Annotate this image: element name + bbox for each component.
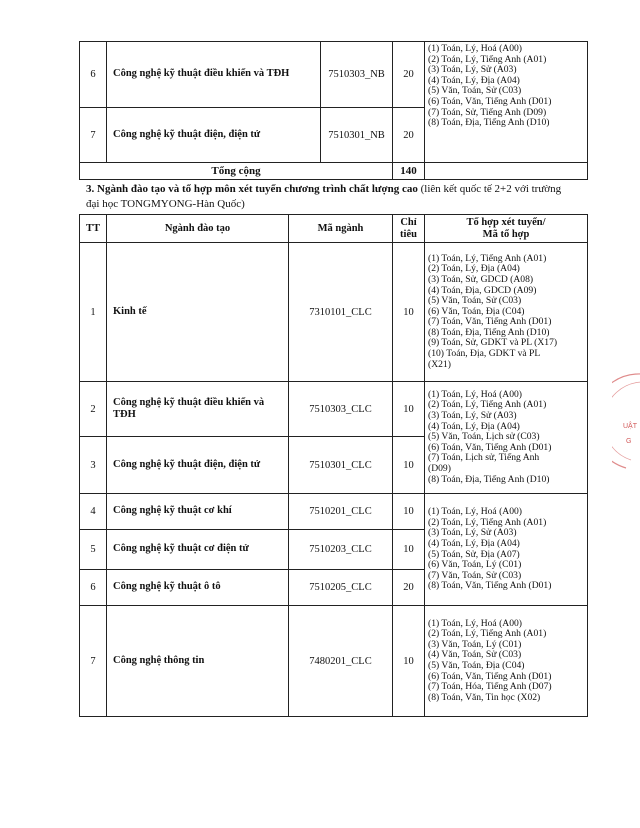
- clc-majors-table: [79, 214, 588, 717]
- header-combo: [425, 215, 588, 243]
- combo-line: (D09): [428, 462, 451, 474]
- quota-cell: 10: [393, 530, 425, 570]
- combo-line: (2) Toán, Lý, Tiếng Anh (A01): [428, 399, 547, 411]
- combo-line: (7) Toán, Lịch sử, Tiếng Anh: [428, 452, 540, 464]
- combo-line: (1) Toán, Lý, Hoá (A00): [428, 388, 522, 400]
- code-cell: 7480201_CLC: [289, 606, 393, 717]
- major-cell: Công nghệ thông tin: [107, 606, 289, 717]
- combo-line: (1) Toán, Lý, Hoá (A00): [428, 506, 522, 518]
- quota-cell: 20: [393, 570, 425, 606]
- header-quota: Chỉ tiêu: [393, 215, 425, 243]
- combo-line: (2) Toán, Lý, Tiếng Anh (A01): [428, 628, 547, 640]
- header-combo-line: Tổ hợp xét tuyển/: [466, 216, 546, 228]
- header-major: Ngành đào tạo: [107, 215, 289, 243]
- code-cell: 7510205_CLC: [289, 570, 393, 606]
- combo-line: (8) Toán, Địa, Tiếng Anh (D10): [428, 326, 550, 338]
- major-cell: Công nghệ kỹ thuật cơ điện tử: [107, 530, 289, 570]
- combo-line: (6) Văn, Toán, Địa (C04): [428, 305, 525, 317]
- combo-line: (4) Văn, Toán, Sử (C03): [428, 649, 522, 661]
- tt-cell: 6: [80, 570, 107, 606]
- combo-line: (4) Toán, Địa, GDCD (A09): [428, 284, 537, 296]
- combo-line: (7) Toán, Hóa, Tiếng Anh (D07): [428, 681, 552, 693]
- code-cell: 7510303_CLC: [289, 382, 393, 437]
- combo-line: (5) Văn, Toán, Địa (C04): [428, 660, 525, 671]
- combo-line: (8) Toán, Văn, Tin học (X02): [428, 691, 541, 703]
- quota-cell: 20: [393, 42, 425, 108]
- code-cell: 7510301_CLC: [289, 437, 393, 494]
- combo-line: (5) Văn, Toán, Sử (C03): [428, 85, 522, 97]
- combo-line: (4) Toán, Lý, Địa (A04): [428, 74, 520, 86]
- combo-line: (4) Toán, Lý, Địa (A04): [428, 537, 520, 549]
- section-note: (liên kết quốc tế 2+2 với trường đại học TONGMYONG-Hàn Quốc): [86, 183, 562, 210]
- total-value: 140: [393, 163, 425, 180]
- combo-cell: [425, 243, 588, 382]
- major-cell: Kinh tế: [107, 243, 289, 382]
- section-3-heading: [86, 182, 576, 212]
- table-row: [80, 243, 588, 382]
- tt-cell: 6: [80, 42, 107, 108]
- code-cell: 7510301_NB: [321, 108, 393, 163]
- quota-cell: 10: [393, 243, 425, 382]
- tt-cell: 1: [80, 243, 107, 382]
- code-cell: 7510201_CLC: [289, 494, 393, 530]
- section-title: 3. Ngành đào tạo và tổ hợp môn xét tuyển chương trình chất lượng cao: [86, 183, 418, 195]
- combo-line: (3) Toán, Sử, GDCD (A08): [428, 273, 534, 285]
- partial-stamp: [612, 372, 640, 472]
- combo-line: (9) Toán, Sử, GDKT và PL (X17): [428, 337, 558, 349]
- tt-cell: 7: [80, 108, 107, 163]
- combo-line: (2) Toán, Lý, Tiếng Anh (A01): [428, 516, 547, 528]
- combo-line: (7) Văn, Toán, Sử (C03): [428, 569, 522, 581]
- major-cell: Công nghệ kỹ thuật điều khiển và TĐH: [107, 382, 289, 437]
- total-row: [80, 163, 588, 180]
- major-cell: Công nghệ kỹ thuật điều khiển và TĐH: [107, 42, 321, 108]
- combo-line: (8) Toán, Địa, Tiếng Anh (D10): [428, 117, 550, 129]
- combo-line: (4) Toán, Lý, Địa (A04): [428, 420, 520, 432]
- combo-line: (3) Toán, Lý, Sử (A03): [428, 410, 517, 422]
- combo-cell: [425, 42, 588, 163]
- header-combo-line: Mã tổ hợp: [482, 228, 530, 240]
- major-cell: Công nghệ kỹ thuật điện, điện tử: [107, 437, 289, 494]
- combo-cell: [425, 606, 588, 717]
- table-continued: [79, 41, 588, 180]
- major-cell: Công nghệ kỹ thuật cơ khí: [107, 494, 289, 530]
- combo-line: (7) Toán, Sử, Tiếng Anh (D09): [428, 106, 547, 118]
- combo-line: (3) Toán, Lý, Sử (A03): [428, 64, 517, 76]
- table-row: [80, 494, 588, 530]
- tt-cell: 4: [80, 494, 107, 530]
- header-code: Mã ngành: [289, 215, 393, 243]
- table-header-row: [80, 215, 588, 243]
- code-cell: 7510203_CLC: [289, 530, 393, 570]
- combo-line: (6) Toán, Văn, Tiếng Anh (D01): [428, 95, 552, 107]
- quota-cell: 10: [393, 606, 425, 717]
- combo-line: (3) Văn, Toán, Lý (C01): [428, 638, 522, 650]
- combo-line: (5) Văn, Toán, Sử (C03): [428, 295, 522, 307]
- combo-line: (6) Văn, Toán, Lý (C01): [428, 559, 522, 571]
- empty-cell: [425, 163, 588, 180]
- code-cell: 7510303_NB: [321, 42, 393, 108]
- table-row: [80, 42, 588, 108]
- combo-line: (1) Toán, Lý, Tiếng Anh (A01): [428, 252, 547, 264]
- combo-line: (5) Văn, Toán, Lịch sử (C03): [428, 431, 540, 443]
- table-row: [80, 606, 588, 717]
- combo-line: (1) Toán, Lý, Hoá (A00): [428, 617, 522, 629]
- combo-line: (1) Toán, Lý, Hoá (A00): [428, 43, 522, 54]
- combo-line: (3) Toán, Lý, Sử (A03): [428, 527, 517, 539]
- combo-line: (X21): [428, 358, 451, 370]
- total-label: Tổng cộng: [80, 163, 393, 180]
- quota-cell: 20: [393, 108, 425, 163]
- major-cell: Công nghệ kỹ thuật ô tô: [107, 570, 289, 606]
- quota-cell: 10: [393, 494, 425, 530]
- combo-cell: [425, 382, 588, 494]
- combo-line: (8) Toán, Văn, Tiếng Anh (D01): [428, 580, 552, 592]
- quota-cell: 10: [393, 382, 425, 437]
- stamp-text: UẬT: [623, 423, 637, 430]
- combo-line: (6) Toán, Văn, Tiếng Anh (D01): [428, 441, 552, 453]
- combo-line: (8) Toán, Địa, Tiếng Anh (D10): [428, 473, 550, 485]
- combo-line: (2) Toán, Lý, Địa (A04): [428, 263, 520, 275]
- combo-cell: [425, 494, 588, 606]
- tt-cell: 7: [80, 606, 107, 717]
- combo-line: (6) Toán, Văn, Tiếng Anh (D01): [428, 670, 552, 682]
- tt-cell: 5: [80, 530, 107, 570]
- major-cell: Công nghệ kỹ thuật điện, điện tử: [107, 108, 321, 163]
- tt-cell: 3: [80, 437, 107, 494]
- combo-line: (2) Toán, Lý, Tiếng Anh (A01): [428, 53, 547, 65]
- table-row: [80, 382, 588, 437]
- code-cell: 7310101_CLC: [289, 243, 393, 382]
- combo-line: (5) Toán, Sử, Địa (A07): [428, 548, 520, 560]
- stamp-text: G: [626, 438, 632, 445]
- header-tt: TT: [80, 215, 107, 243]
- quota-cell: 10: [393, 437, 425, 494]
- tt-cell: 2: [80, 382, 107, 437]
- combo-line: (10) Toán, Địa, GDKT và PL: [428, 348, 541, 360]
- combo-line: (7) Toán, Văn, Tiếng Anh (D01): [428, 316, 552, 328]
